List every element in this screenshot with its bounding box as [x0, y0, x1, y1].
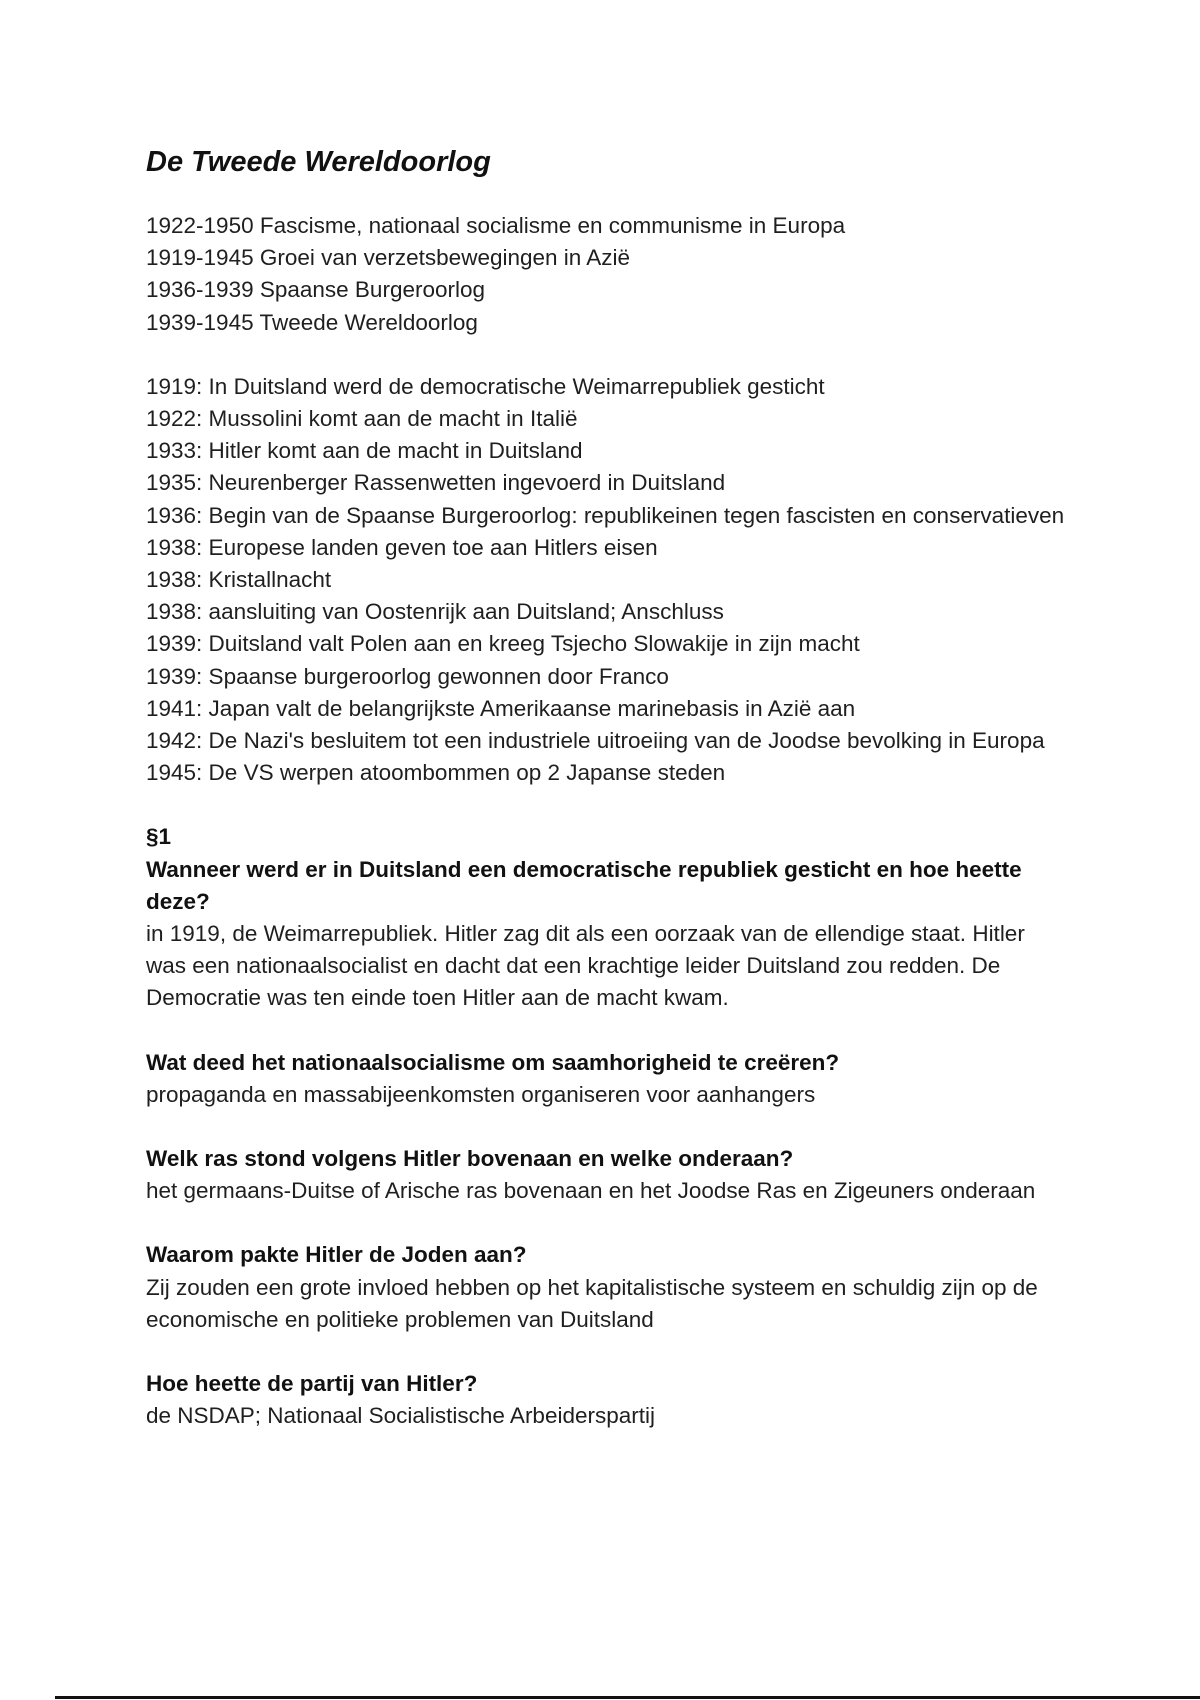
answer: propaganda en massabijeenkomsten organiseren voor aanhangers	[146, 1081, 816, 1107]
events-list	[146, 371, 1066, 790]
spacer	[146, 339, 1066, 371]
event-item: 1919: In Duitsland werd de democratische Weimarrepubliek gesticht	[146, 373, 825, 399]
spacer	[146, 1207, 1066, 1239]
section-heading: §1	[146, 824, 172, 850]
answer: in 1919, de Weimarrepubliek. Hitler zag dit als een oorzaak van de ellendige staat. Hitler was een nationaalsocialist en dacht dat een krachtige leider Duitsland zou redden. De Democratie was ten einde toen Hitler aan de macht kwam.	[146, 921, 1025, 1011]
qa-block	[146, 1239, 1066, 1336]
question: Waarom pakte Hitler de Joden aan?	[146, 1242, 527, 1268]
event-item: 1941: Japan valt de belangrijkste Amerikaanse marinebasis in Azië aan	[146, 695, 856, 721]
qa-block	[146, 854, 1066, 1015]
question: Wat deed het nationaalsocialisme om saamhorigheid te creëren?	[146, 1049, 840, 1075]
event-item: 1936: Begin van de Spaanse Burgeroorlog: republikeinen tegen fascisten en conservatieven	[146, 502, 1065, 528]
answer: de NSDAP; Nationaal Socialistische Arbeiderspartij	[146, 1403, 655, 1429]
question: Welk ras stond volgens Hitler bovenaan en welke onderaan?	[146, 1146, 794, 1172]
qa-block	[146, 1143, 1066, 1207]
question: Hoe heette de partij van Hitler?	[146, 1371, 478, 1397]
period-item: 1936-1939 Spaanse Burgeroorlog	[146, 277, 486, 303]
period-item: 1939-1945 Tweede Wereldoorlog	[146, 309, 478, 335]
event-item: 1933: Hitler komt aan de macht in Duitsland	[146, 438, 583, 464]
event-item: 1938: aansluiting van Oostenrijk aan Duitsland; Anschluss	[146, 599, 724, 625]
answer: Zij zouden een grote invloed hebben op het kapitalistische systeem en schuldig zijn op de economische en politieke problemen van Duitsland	[146, 1274, 1038, 1332]
periods-list	[146, 210, 1066, 339]
event-item: 1938: Europese landen geven toe aan Hitlers eisen	[146, 534, 658, 560]
event-item: 1939: Duitsland valt Polen aan en kreeg Tsjecho Slowakije in zijn macht	[146, 631, 860, 657]
event-item: 1935: Neurenberger Rassenwetten ingevoerd in Duitsland	[146, 470, 726, 496]
question: Wanneer werd er in Duitsland een democratische republiek gesticht en hoe heette deze?	[146, 856, 1022, 914]
period-item: 1919-1945 Groei van verzetsbewegingen in Azië	[146, 245, 631, 271]
document-page	[146, 142, 1066, 1433]
answer: het germaans-Duitse of Arische ras bovenaan en het Joodse Ras en Zigeuners onderaan	[146, 1178, 1036, 1204]
spacer	[146, 1015, 1066, 1047]
event-item: 1942: De Nazi's besluitem tot een industriele uitroeiing van de Joodse bevolking in Europa	[146, 728, 1045, 754]
spacer	[146, 789, 1066, 821]
event-item: 1939: Spaanse burgeroorlog gewonnen door Franco	[146, 663, 669, 689]
qa-block	[146, 1368, 1066, 1432]
spacer	[146, 1336, 1066, 1368]
event-item: 1938: Kristallnacht	[146, 567, 332, 593]
qa-block	[146, 1047, 1066, 1111]
page-title: De Tweede Wereldoorlog	[146, 146, 491, 178]
event-item: 1945: De VS werpen atoombommen op 2 Japanse steden	[146, 760, 726, 786]
period-item: 1922-1950 Fascisme, nationaal socialisme en communisme in Europa	[146, 213, 846, 238]
page-bottom-rule	[55, 1696, 1200, 1699]
spacer	[146, 1111, 1066, 1143]
event-item: 1922: Mussolini komt aan de macht in Italië	[146, 406, 578, 432]
